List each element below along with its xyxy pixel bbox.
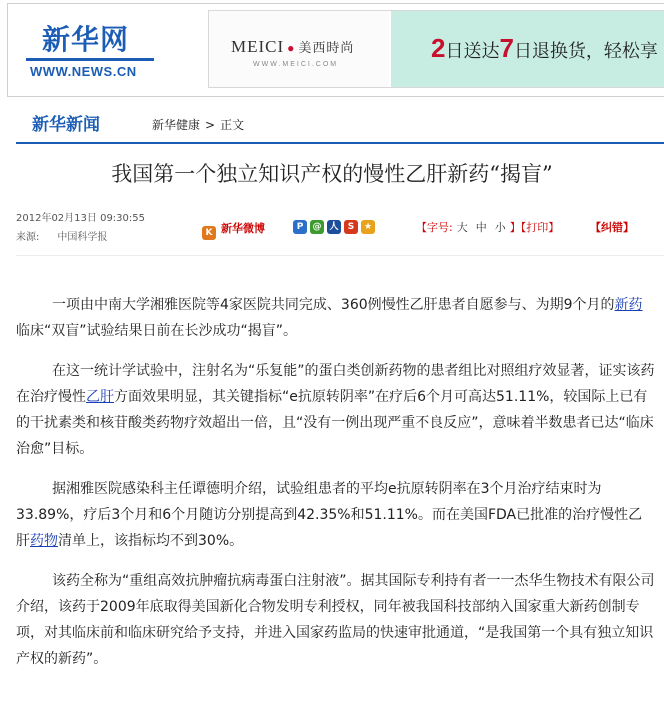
article-tools: [416, 219, 559, 235]
keyword-link-new-drug[interactable]: 新药: [614, 297, 643, 313]
weibo-share[interactable]: [202, 220, 265, 240]
font-size-medium[interactable]: 中: [475, 221, 487, 234]
font-size-close: 】: [509, 221, 521, 234]
paragraph-text: 在这一统计学试验中，注射名为“乐复能”的蛋白类创新药物的患者组比对照组疗效显著，证实该药在治疗慢性: [16, 363, 655, 405]
paragraph: [16, 568, 656, 672]
ad-brand-url: WWW.MEICI.COM: [253, 61, 339, 68]
ad-promo-panel: [391, 11, 664, 87]
article-date: 2012年02月13日 09:30:55: [16, 213, 145, 224]
ad-promo-text2: 日退换货，轻松享: [513, 41, 658, 62]
ad-brand: [231, 37, 354, 57]
share-icons: [293, 220, 378, 236]
paragraph-text: 据湘雅医院感染科主任谭德明介绍，试验组患者的平均e抗原转阴率在3个月治疗结束时为33.89%，疗后3个月和6个月随访分别提高到42.35%和51.11%。而在美国FDA已批准的治疗慢性乙肝: [16, 481, 643, 549]
site-logo[interactable]: [26, 18, 166, 84]
breadcrumb-current: 正文: [220, 118, 245, 132]
keyword-link-hepatitis-b[interactable]: 乙肝: [86, 389, 114, 405]
print-button[interactable]: 【打印】: [520, 221, 560, 234]
article-title: 我国第一个独立知识产权的慢性乙肝新药“揭盲”: [111, 162, 553, 186]
share-renren-icon[interactable]: @: [310, 220, 324, 234]
share-star-icon[interactable]: ★: [361, 220, 375, 234]
font-size-large[interactable]: 大: [456, 221, 468, 234]
breadcrumb-health[interactable]: 新华健康: [152, 118, 201, 132]
paragraph: [16, 358, 656, 462]
weibo-icon: K: [202, 226, 216, 240]
ad-promo-num1: 2: [431, 33, 446, 63]
share-qzone-icon[interactable]: P: [293, 220, 307, 234]
section-title[interactable]: 新华新闻: [32, 115, 100, 135]
paragraph: [16, 292, 656, 344]
ad-brand-cn: 美西時尚: [298, 41, 355, 56]
ad-brand-en: MEICI: [231, 37, 285, 56]
weibo-label: 新华微博: [221, 222, 265, 235]
font-size-label: 【字号:: [416, 221, 453, 234]
paragraph-text: 方面效果明显，其关键指标“e抗原转阴率”在疗后6个月可高达51.11%，较国际上已有的干扰素类和核苷酸类药物疗效超出一倍，且“没有一例出现严重不良反应”，意味着半数患者已达“临床治愈”目标。: [16, 389, 654, 457]
article-body: [16, 292, 656, 686]
ad-banner[interactable]: [208, 10, 664, 88]
font-size-small[interactable]: 小: [494, 221, 506, 234]
keyword-link-drug[interactable]: 药物: [30, 533, 58, 549]
meta-divider: [16, 255, 664, 256]
ad-promo-text1: 日送达: [445, 41, 500, 62]
logo-underline: [26, 58, 154, 61]
site-header: [7, 3, 664, 97]
paragraph-text: 一项由中南大学湘雅医院等4家医院共同完成、360例慢性乙肝患者自愿参与、为期9个月的: [52, 297, 615, 313]
paragraph-text: 该药全称为“重组高效抗肿瘤抗病毒蛋白注射液”。据其国际专利持有者一一杰华生物技术有限公司介绍，该药于2009年底取得美国新化合物发明专利授权，同年被我国科技部纳入国家重大新药创制专项，对其临床前和临床研究给予支持，并进入国家药监局的快速审批通道，“是我国第一个具有独立知识产权的新药”。: [16, 573, 655, 667]
source-name: 中国科学报: [57, 232, 108, 243]
article-source: [16, 228, 107, 243]
section-nav: [16, 110, 664, 144]
paragraph: [16, 476, 656, 554]
share-kaixin-icon[interactable]: 人: [327, 220, 341, 234]
breadcrumb: [152, 116, 244, 133]
ad-brand-dot: ●: [287, 41, 296, 55]
ad-promo-num2: 7: [499, 33, 514, 63]
logo-url: WWW.NEWS.CN: [30, 64, 137, 79]
source-label: 来源:: [16, 232, 40, 243]
ad-brand-panel: [209, 11, 389, 87]
paragraph-text: 清单上，该指标均不到30%。: [58, 533, 244, 549]
correction-button[interactable]: 【纠错】: [590, 221, 634, 234]
share-sina-icon[interactable]: S: [344, 220, 358, 234]
paragraph-text: 临床“双盲”试验结果日前在长沙成功“揭盲”。: [16, 323, 298, 339]
breadcrumb-separator: >: [205, 118, 216, 132]
ad-promo: [431, 33, 658, 64]
logo-text: 新华网: [42, 23, 130, 56]
